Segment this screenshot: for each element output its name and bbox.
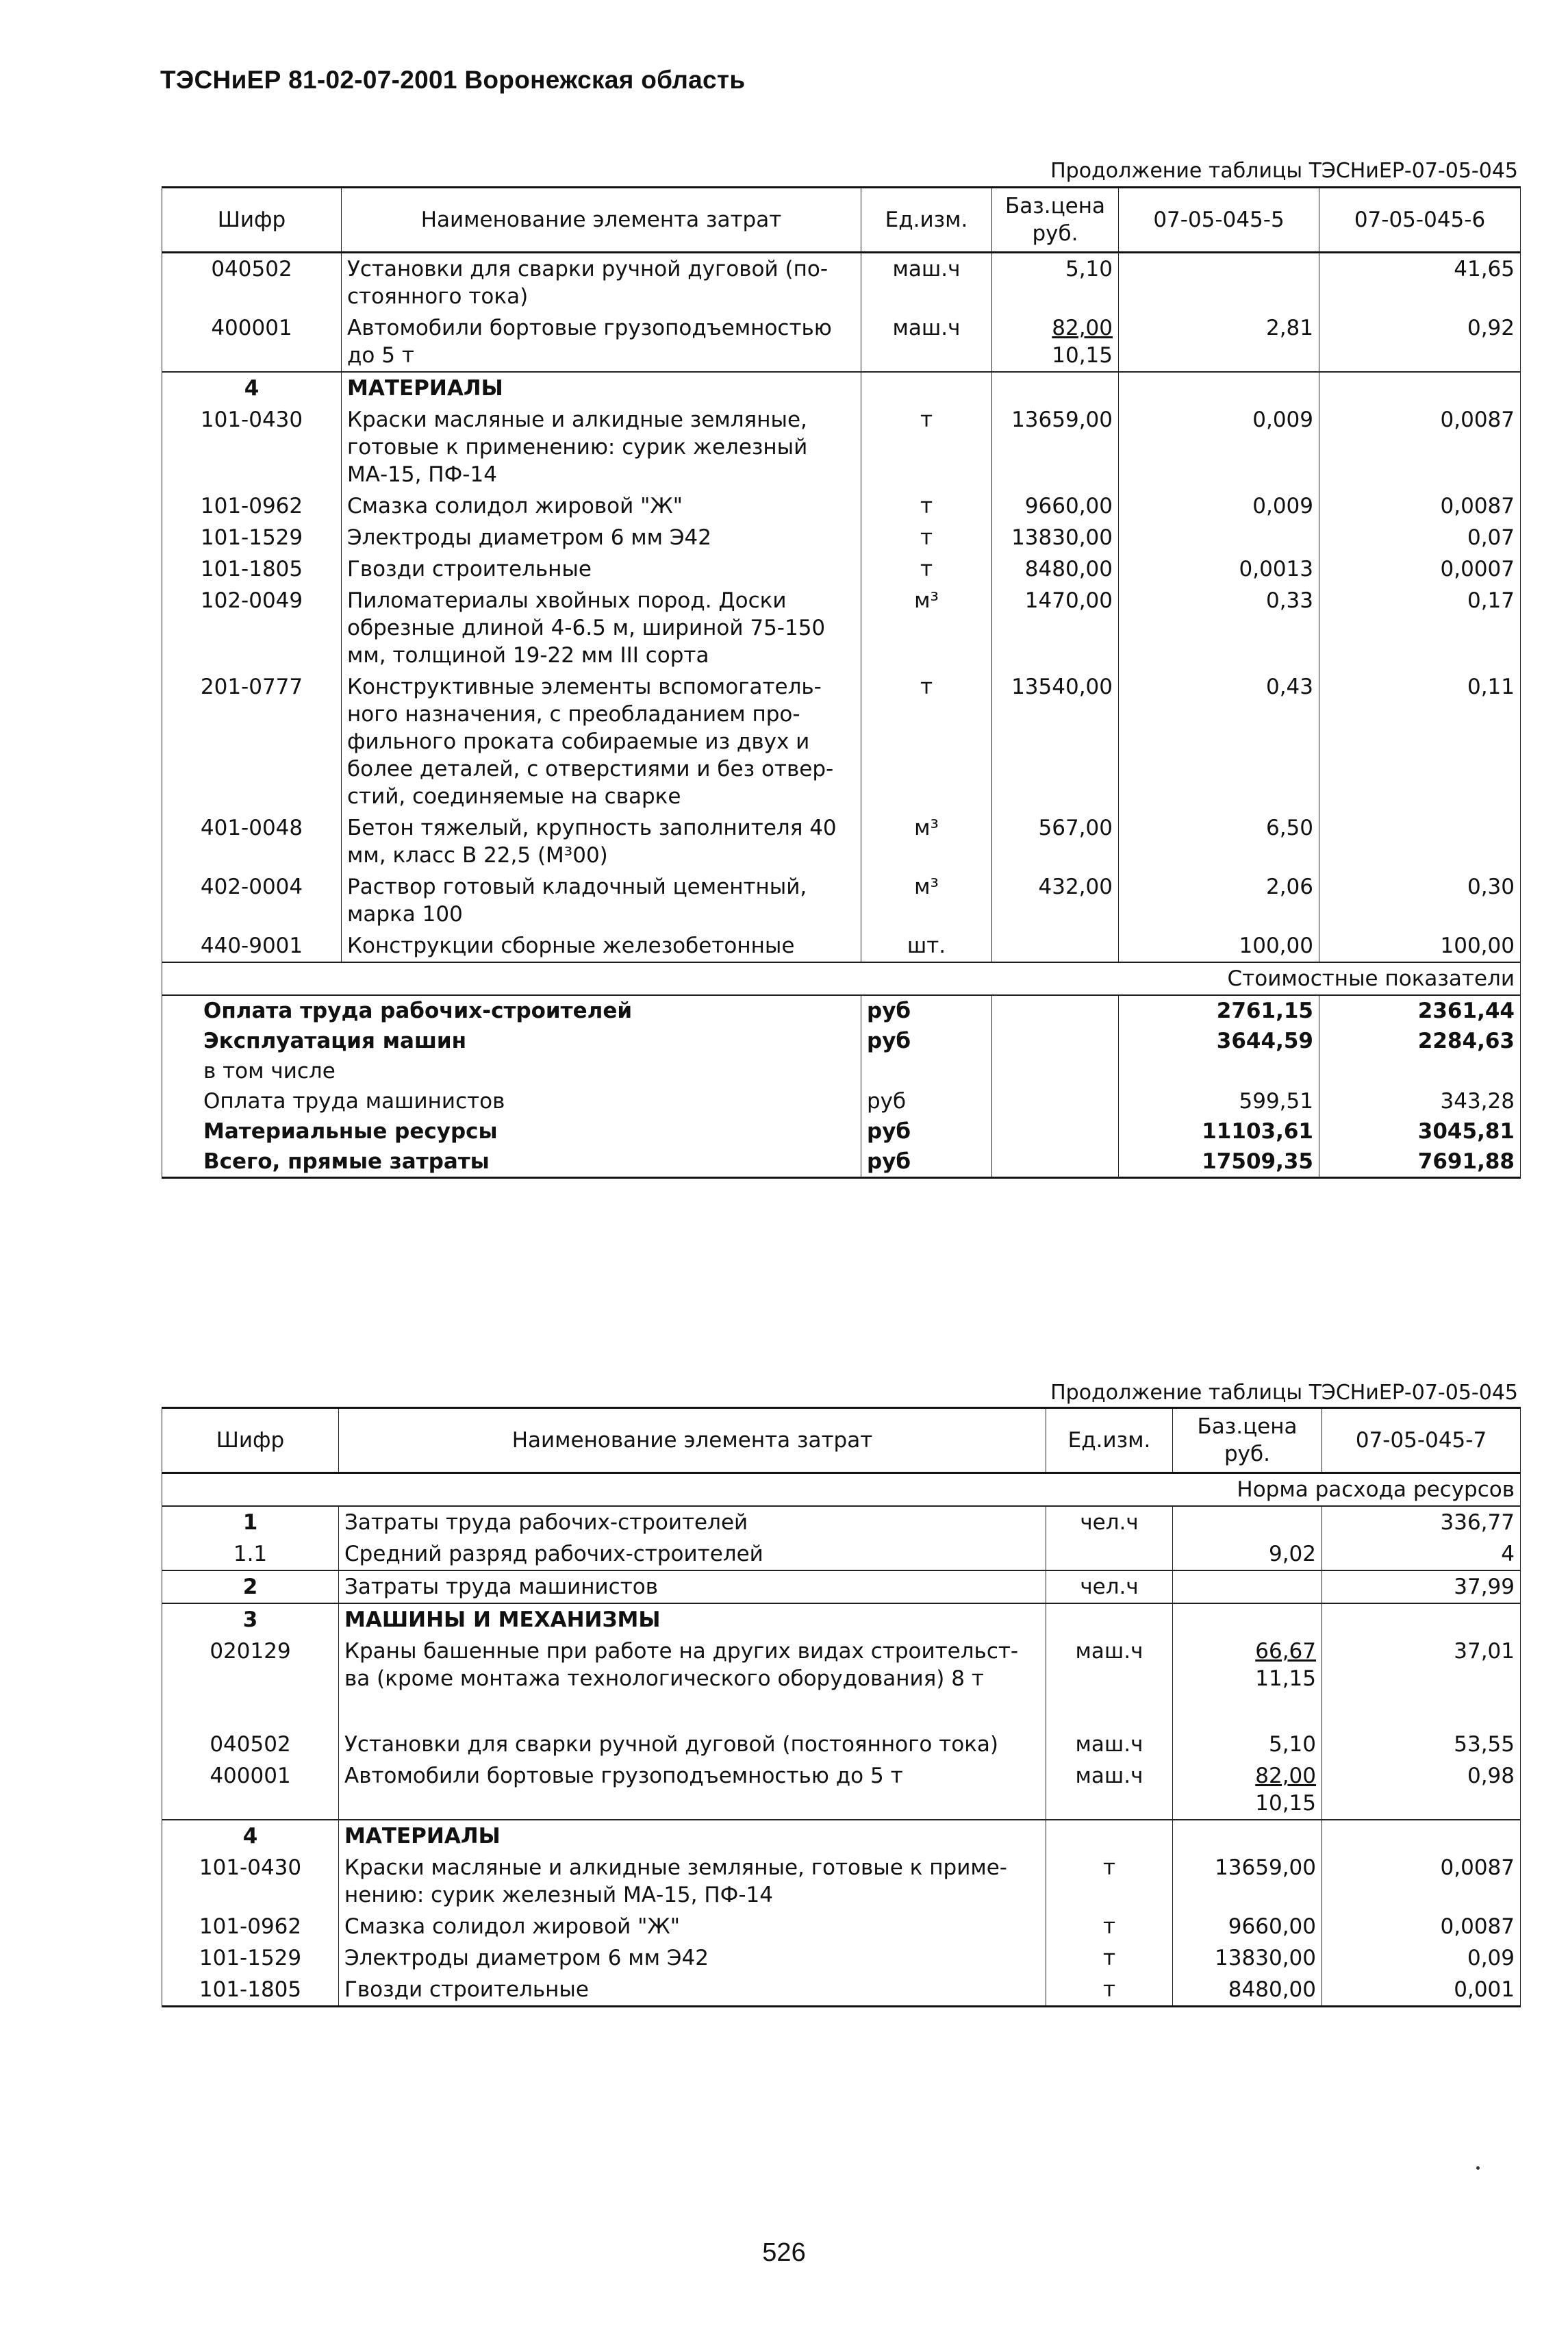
value-cell-045-7: 37,99 (1322, 1570, 1521, 1603)
value-cell-045-6: 0,11 (1319, 671, 1521, 812)
empty-cell (992, 1056, 1119, 1086)
cost-name: Всего, прямые затраты (162, 1147, 861, 1178)
cost-unit: руб (861, 1147, 992, 1178)
value-cell-045-5 (1119, 522, 1319, 553)
name-cell: Конструкции сборные железобетонные (342, 930, 861, 962)
table-row (162, 1729, 1521, 1760)
price-cell (992, 312, 1119, 372)
unit-cell: маш.ч (861, 253, 992, 313)
cost-value-045-6: 2361,44 (1319, 995, 1521, 1026)
cost-row (162, 1086, 1521, 1116)
table-row (162, 1570, 1521, 1603)
code-cell: 400001 (162, 1760, 339, 1820)
price-cell (1173, 1570, 1322, 1603)
price-cell (992, 490, 1119, 522)
price-value: 8480,00 (1024, 557, 1113, 581)
name-cell: Установки для сварки ручной дуговой (по-стоянного тока) (342, 253, 861, 313)
unit-cell: маш.ч (1046, 1760, 1173, 1820)
section-title: МАШИНЫ И МЕХАНИЗМЫ (339, 1603, 1046, 1636)
value-cell-045-7: 336,77 (1322, 1506, 1521, 1538)
norm-title: Норма расхода ресурсов (162, 1473, 1521, 1507)
price-cell (1173, 1506, 1322, 1538)
price-value: 1470,00 (1024, 588, 1113, 613)
value-cell-045-5: 0,43 (1119, 671, 1319, 812)
empty-cell (992, 1026, 1119, 1056)
code-cell: 402-0004 (162, 871, 342, 930)
value-cell-045-7: 37,01 (1322, 1636, 1521, 1729)
cost-row (162, 1026, 1521, 1056)
name-cell: Пиломатериалы хвойных пород. Доски обрезные длиной 4-6.5 м, шириной 75-150 мм, толщиной 19-22 мм III сорта (342, 585, 861, 671)
unit-cell: т (861, 404, 992, 490)
unit-cell: т (861, 490, 992, 522)
price-cell (992, 871, 1119, 930)
name-cell: Гвозди строительные (339, 1974, 1046, 2007)
table-row (162, 490, 1521, 522)
code-cell: 101-1529 (162, 522, 342, 553)
section-number: 4 (162, 1820, 339, 1852)
price-secondary-value: 10,15 (1052, 343, 1113, 368)
empty-cell (992, 1116, 1119, 1147)
name-cell: Затраты труда машинистов (339, 1570, 1046, 1603)
unit-cell: м³ (861, 871, 992, 930)
value-cell-045-6: 0,30 (1319, 871, 1521, 930)
value-cell-045-5: 0,009 (1119, 404, 1319, 490)
name-cell: Автомобили бортовые грузоподъемностью до 5 т (342, 312, 861, 372)
price-cell (992, 404, 1119, 490)
table2-continuation-caption: Продолжение таблицы ТЭСНиЕР-07-05-045 (1050, 1381, 1518, 1405)
empty-cell (1319, 372, 1521, 404)
table-header-row (162, 1408, 1521, 1473)
table2 (162, 1407, 1521, 2007)
column-header: Баз.цена руб. (1173, 1408, 1322, 1473)
code-cell: 040502 (162, 1729, 339, 1760)
column-header: 07-05-045-7 (1322, 1408, 1521, 1473)
value-cell-045-5: 0,0013 (1119, 553, 1319, 585)
price-value: 9660,00 (1024, 494, 1113, 518)
price-cell (1173, 1974, 1322, 2007)
cost-value-045-5: 17509,35 (1119, 1147, 1319, 1178)
table-row (162, 1942, 1521, 1974)
value-cell-045-5: 6,50 (1119, 812, 1319, 871)
column-header: Наименование элемента затрат (342, 188, 861, 253)
table-row (162, 671, 1521, 812)
price-secondary-value: 11,15 (1255, 1666, 1316, 1691)
table1-continuation-caption: Продолжение таблицы ТЭСНиЕР-07-05-045 (1050, 159, 1518, 183)
name-cell: Смазка солидол жировой "Ж" (342, 490, 861, 522)
section-title: МАТЕРИАЛЫ (342, 372, 861, 404)
section-title: МАТЕРИАЛЫ (339, 1820, 1046, 1852)
value-cell-045-6: 0,92 (1319, 312, 1521, 372)
cost-name: Эксплуатация машин (162, 1026, 861, 1056)
unit-cell: м³ (861, 585, 992, 671)
code-cell: 401-0048 (162, 812, 342, 871)
cost-name: в том числе (162, 1056, 861, 1086)
unit-cell: т (1046, 1942, 1173, 1974)
section-row (162, 1820, 1521, 1852)
cost-value-045-6: 2284,63 (1319, 1026, 1521, 1056)
code-cell: 102-0049 (162, 585, 342, 671)
price-cell (992, 553, 1119, 585)
page-number: 526 (762, 2238, 806, 2267)
name-cell: Бетон тяжелый, крупность заполнителя 40 мм, класс В 22,5 (М³00) (342, 812, 861, 871)
name-cell: Электроды диаметром 6 мм Э42 (342, 522, 861, 553)
table-row (162, 1911, 1521, 1942)
code-cell: 440-9001 (162, 930, 342, 962)
price-cell (1173, 1760, 1322, 1820)
value-cell-045-6: 100,00 (1319, 930, 1521, 962)
value-cell-045-7: 4 (1322, 1538, 1521, 1570)
cost-unit: руб (861, 1116, 992, 1147)
value-cell-045-5: 2,06 (1119, 871, 1319, 930)
table-row (162, 1974, 1521, 2007)
empty-cell (992, 372, 1119, 404)
value-cell-045-6 (1319, 812, 1521, 871)
price-cell (1173, 1636, 1322, 1729)
unit-cell: м³ (861, 812, 992, 871)
price-value: 567,00 (1038, 816, 1113, 840)
price-cell (1173, 1911, 1322, 1942)
price-cell (992, 671, 1119, 812)
code-cell: 101-0962 (162, 490, 342, 522)
price-value: 82,00 (1255, 1764, 1316, 1788)
unit-cell: шт. (861, 930, 992, 962)
unit-cell: чел.ч (1046, 1570, 1173, 1603)
price-value: 8480,00 (1228, 1977, 1316, 2002)
name-cell: Краски масляные и алкидные земляные, готовые к применению: сурик железный МА-15, ПФ-14 (342, 404, 861, 490)
price-value: 13540,00 (1011, 675, 1113, 699)
section-number: 3 (162, 1603, 339, 1636)
price-cell (992, 930, 1119, 962)
unit-cell: маш.ч (861, 312, 992, 372)
value-cell-045-5 (1119, 253, 1319, 313)
cost-value-045-6 (1319, 1056, 1521, 1086)
cost-unit: руб (861, 995, 992, 1026)
value-cell-045-7: 0,0087 (1322, 1852, 1521, 1911)
table-row (162, 522, 1521, 553)
code-cell: 101-1529 (162, 1942, 339, 1974)
cost-value-045-6: 343,28 (1319, 1086, 1521, 1116)
unit-cell: т (861, 553, 992, 585)
code-cell: 020129 (162, 1636, 339, 1729)
value-cell-045-5: 100,00 (1119, 930, 1319, 962)
table-row (162, 553, 1521, 585)
cost-value-045-5: 3644,59 (1119, 1026, 1319, 1056)
name-cell: Смазка солидол жировой "Ж" (339, 1911, 1046, 1942)
section-number: 4 (162, 372, 342, 404)
cost-value-045-5: 11103,61 (1119, 1116, 1319, 1147)
name-cell: Гвозди строительные (342, 553, 861, 585)
empty-cell (1322, 1820, 1521, 1852)
section-row (162, 372, 1521, 404)
cost-unit: руб (861, 1026, 992, 1056)
table-row (162, 1760, 1521, 1820)
cost-row (162, 1116, 1521, 1147)
table-row (162, 585, 1521, 671)
empty-cell (1119, 372, 1319, 404)
price-value: 13830,00 (1011, 525, 1113, 550)
column-header: Шифр (162, 188, 342, 253)
name-cell: Конструктивные элементы вспомогатель-ного назначения, с преобладанием про-фильного проката собираемые из двух и более деталей, с отверстиями и без отвер-стий, соединяемые на сварке (342, 671, 861, 812)
column-header: Наименование элемента затрат (339, 1408, 1046, 1473)
cost-value-045-5: 599,51 (1119, 1086, 1319, 1116)
cost-value-045-5 (1119, 1056, 1319, 1086)
price-cell (992, 812, 1119, 871)
value-cell-045-7: 0,0087 (1322, 1911, 1521, 1942)
table-row (162, 312, 1521, 372)
empty-cell (1046, 1603, 1173, 1636)
price-cell (992, 585, 1119, 671)
column-header: 07-05-045-5 (1119, 188, 1319, 253)
value-cell-045-5: 0,009 (1119, 490, 1319, 522)
value-cell-045-5: 0,33 (1119, 585, 1319, 671)
value-cell-045-6: 0,0087 (1319, 404, 1521, 490)
code-cell: 2 (162, 1570, 339, 1603)
column-header: 07-05-045-6 (1319, 188, 1521, 253)
empty-cell (1173, 1603, 1322, 1636)
table-row (162, 1852, 1521, 1911)
table-row (162, 1506, 1521, 1538)
value-cell-045-7: 0,09 (1322, 1942, 1521, 1974)
unit-cell: т (861, 671, 992, 812)
name-cell: Средний разряд рабочих-строителей (339, 1538, 1046, 1570)
value-cell-045-6: 0,07 (1319, 522, 1521, 553)
cost-row (162, 1147, 1521, 1178)
price-value: 13830,00 (1215, 1946, 1316, 1970)
cost-unit: руб (861, 1086, 992, 1116)
page-header-title: ТЭСНиЕР 81-02-07-2001 Воронежская область (160, 66, 746, 94)
price-cell (1173, 1729, 1322, 1760)
name-cell: Раствор готовый кладочный цементный, марка 100 (342, 871, 861, 930)
empty-cell (1173, 1820, 1322, 1852)
code-cell: 1 (162, 1506, 339, 1538)
name-cell: Краны башенные при работе на других видах строительст-ва (кроме монтажа технологического оборудования) 8 т (339, 1636, 1046, 1729)
price-value: 82,00 (1052, 316, 1113, 340)
code-cell: 400001 (162, 312, 342, 372)
empty-cell (861, 372, 992, 404)
column-header: Ед.изм. (861, 188, 992, 253)
table-row (162, 1538, 1521, 1570)
code-cell: 101-1805 (162, 1974, 339, 2007)
table-row (162, 1636, 1521, 1729)
cost-row (162, 1056, 1521, 1086)
code-cell: 101-0962 (162, 1911, 339, 1942)
price-cell (1173, 1852, 1322, 1911)
value-cell-045-6: 0,17 (1319, 585, 1521, 671)
column-header: Ед.изм. (1046, 1408, 1173, 1473)
cost-value-045-5: 2761,15 (1119, 995, 1319, 1026)
cost-name: Материальные ресурсы (162, 1116, 861, 1147)
table-row (162, 930, 1521, 962)
name-cell: Электроды диаметром 6 мм Э42 (339, 1942, 1046, 1974)
code-cell: 101-0430 (162, 404, 342, 490)
section-row (162, 1603, 1521, 1636)
unit-cell: т (1046, 1974, 1173, 2007)
value-cell-045-5: 2,81 (1119, 312, 1319, 372)
name-cell: Краски масляные и алкидные земляные, готовые к приме-нению: сурик железный МА-15, ПФ-14 (339, 1852, 1046, 1911)
code-cell: 101-1805 (162, 553, 342, 585)
price-value: 13659,00 (1011, 408, 1113, 432)
price-cell (1173, 1538, 1322, 1570)
value-cell-045-6: 41,65 (1319, 253, 1521, 313)
empty-cell (992, 1086, 1119, 1116)
price-value: 13659,00 (1215, 1855, 1316, 1880)
price-value: 5,10 (1268, 1732, 1316, 1757)
price-value: 9,02 (1268, 1542, 1316, 1566)
unit-cell (1046, 1538, 1173, 1570)
value-cell-045-7: 53,55 (1322, 1729, 1521, 1760)
column-header: Баз.цена руб. (992, 188, 1119, 253)
cost-name: Оплата труда машинистов (162, 1086, 861, 1116)
code-cell: 040502 (162, 253, 342, 313)
price-secondary-value: 10,15 (1255, 1791, 1316, 1816)
price-cell (992, 522, 1119, 553)
table-row (162, 812, 1521, 871)
cost-value-045-6: 3045,81 (1319, 1116, 1521, 1147)
table1 (162, 186, 1521, 1179)
code-cell: 1.1 (162, 1538, 339, 1570)
unit-cell: маш.ч (1046, 1636, 1173, 1729)
norm-title-row (162, 1473, 1521, 1507)
price-cell (992, 253, 1119, 313)
table-row (162, 871, 1521, 930)
empty-cell (1046, 1820, 1173, 1852)
price-value: 9660,00 (1228, 1914, 1316, 1939)
cost-value-045-6: 7691,88 (1319, 1147, 1521, 1178)
code-cell: 201-0777 (162, 671, 342, 812)
value-cell-045-7: 0,001 (1322, 1974, 1521, 2007)
empty-cell (1322, 1603, 1521, 1636)
unit-cell: т (1046, 1852, 1173, 1911)
unit-cell: чел.ч (1046, 1506, 1173, 1538)
table-row (162, 253, 1521, 313)
value-cell-045-7: 0,98 (1322, 1760, 1521, 1820)
price-value: 5,10 (1065, 257, 1113, 281)
name-cell: Установки для сварки ручной дуговой (постоянного тока) (339, 1729, 1046, 1760)
speck (1476, 2166, 1480, 2170)
price-value: 432,00 (1038, 875, 1113, 899)
column-header: Шифр (162, 1408, 339, 1473)
cost-name: Оплата труда рабочих-строителей (162, 995, 861, 1026)
code-cell: 101-0430 (162, 1852, 339, 1911)
table-row (162, 404, 1521, 490)
price-value: 66,67 (1255, 1639, 1316, 1664)
table-header-row (162, 188, 1521, 253)
price-cell (1173, 1942, 1322, 1974)
cost-row (162, 995, 1521, 1026)
unit-cell: маш.ч (1046, 1729, 1173, 1760)
unit-cell: т (1046, 1911, 1173, 1942)
empty-cell (992, 995, 1119, 1026)
cost-title: Стоимостные показатели (162, 962, 1521, 995)
cost-title-row (162, 962, 1521, 995)
value-cell-045-6: 0,0087 (1319, 490, 1521, 522)
value-cell-045-6: 0,0007 (1319, 553, 1521, 585)
name-cell: Затраты труда рабочих-строителей (339, 1506, 1046, 1538)
empty-cell (992, 1147, 1119, 1178)
cost-unit (861, 1056, 992, 1086)
unit-cell: т (861, 522, 992, 553)
name-cell: Автомобили бортовые грузоподъемностью до 5 т (339, 1760, 1046, 1820)
